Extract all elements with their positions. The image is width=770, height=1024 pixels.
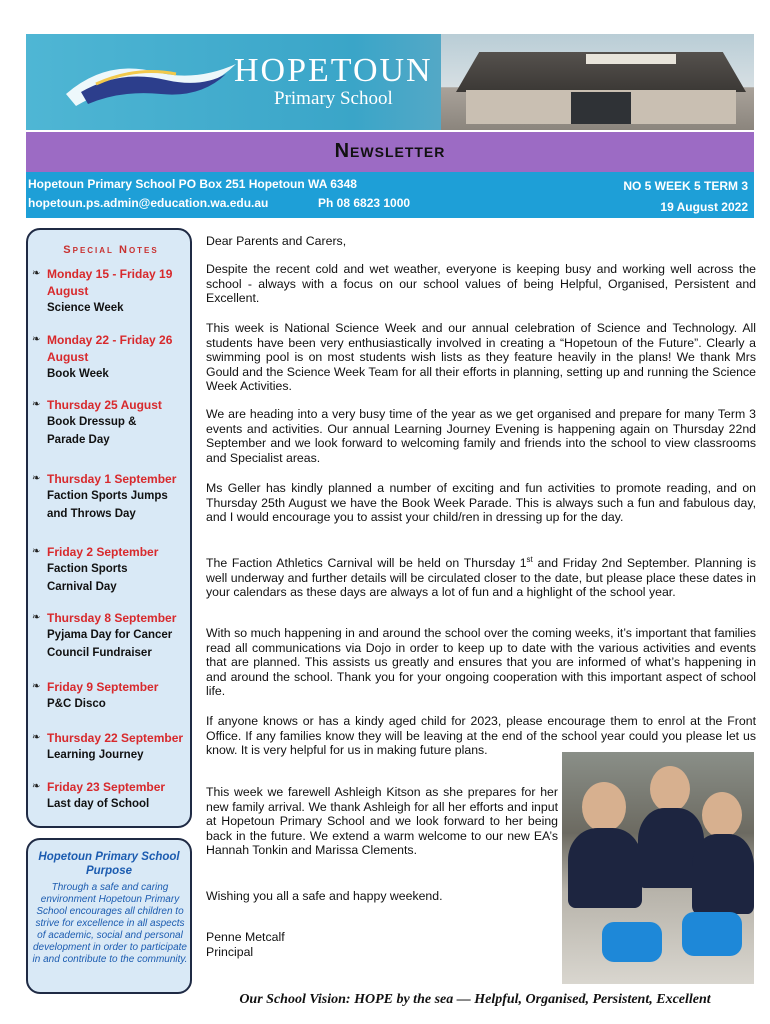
signature-role: Principal [206, 945, 254, 959]
school-banner [26, 34, 754, 130]
school-logo-wave-icon [66, 54, 236, 114]
school-vision: Our School Vision: HOPE by the sea — Helpful, Organised, Persistent, Excellent [239, 992, 711, 1007]
students-science-photo [562, 752, 754, 984]
paragraph: We are heading into a very busy time of the year as we get organised and prepare for many Term 3 events and activities. Our annual Learning Journey Evening is happening again on Thursday 22nd September and we look forward to welcoming family and friends into the school to view classrooms and Specialist areas. [206, 407, 756, 465]
school-name: HOPETOUN [234, 52, 433, 89]
paragraph: Wishing you all a safe and happy weekend. [206, 889, 443, 903]
school-subtitle: Primary School [274, 88, 393, 109]
arrow-bullet-icon: ❧ [32, 612, 41, 623]
arrow-bullet-icon: ❧ [32, 546, 41, 557]
arrow-bullet-icon: ❧ [32, 732, 41, 743]
paragraph: With so much happening in and around the school over the coming weeks, it’s important that families read all communications via Dojo in order to keep up to date with the various activities and events that are planned. This assists us greatly and ensures that you are informed of what’s happening in and around the school. Thank you for your ongoing cooperation with this important aspect of school life. [206, 626, 756, 699]
contact-info-bar [26, 172, 754, 218]
newsletter-header [26, 132, 754, 172]
paragraph: If anyone knows or has a kindy aged child for 2023, please encourage them to enrol at the Front Office. If any families know they will be leaving at the end of the school year could you please let us know. It is very helpful for us in making future plans. [206, 714, 756, 758]
purpose-body: Through a safe and caring environment Hopetoun Primary School encourages all children to strive for excellence in all aspects of academic, social and personal development in order to participate in and contribute to the community. [32, 882, 188, 965]
purpose-title: Hopetoun Primary School Purpose [38, 851, 180, 877]
arrow-bullet-icon: ❧ [32, 399, 41, 410]
newsletter-title: Newsletter [334, 140, 446, 162]
arrow-bullet-icon: ❧ [32, 473, 41, 484]
letter-greeting: Dear Parents and Carers, [206, 234, 347, 248]
issue-number: NO 5 WEEK 5 TERM 3 [623, 179, 748, 193]
special-notes-heading: Special Notes [63, 244, 159, 256]
issue-date: 19 August 2022 [660, 200, 748, 214]
paragraph: This week is National Science Week and our annual celebration of Science and Technology. All students have been very enthusiastically involved in creating a “Hopetoun of the Future”. Clearly a swimming pool is on most students wish lists as they feature heavily in the plans! We thank Mrs Gould and the Science Week Team for all their efforts in planning, setting up and running the Science Week Activities. [206, 321, 756, 394]
paragraph: Ms Geller has kindly planned a number of exciting and fun activities to promote reading, and on Thursday 25th August we have the Book Week Parade. This is always such a fun and fabulous day, and I would encourage you to assist your child/ren in dressing up for the day. [206, 481, 756, 525]
arrow-bullet-icon: ❧ [32, 334, 41, 345]
special-notes-panel: Special Notes ❧ Monday 15 - Friday 19 August Science Week ❧ Monday 22 - Friday 26 August Book Week ❧ Thursday 25 August Book Dressup & Parade Day ❧ Thursday 1 September Faction Sports Jumps and Throws Day ❧ Friday 2 September Faction Sports Carnival Day ❧ Thursday 8 September Pyjama Day for Cancer Council Fundraiser ❧ Friday 9 September P&C Disco ❧ Thursday 22 September Learning Journey ❧ Friday 23 September Last day of School [26, 228, 192, 828]
school-purpose-panel [26, 838, 192, 994]
arrow-bullet-icon: ❧ [32, 268, 41, 279]
paragraph: The Faction Athletics Carnival will be held on Thursday 1st and Friday 2nd September. Planning is well underway and further details will be circulated closer to the date, but please place these dates in your calendars as these days are always a lot of fun and a highlight of the school year. [206, 555, 756, 600]
signature-name: Penne Metcalf [206, 930, 285, 944]
school-email: hopetoun.ps.admin@education.wa.edu.au [28, 196, 269, 210]
arrow-bullet-icon: ❧ [32, 681, 41, 692]
arrow-bullet-icon: ❧ [32, 781, 41, 792]
paragraph: Despite the recent cold and wet weather, everyone is keeping busy and working well across the school - always with a focus on our school values of being Helpful, Organised, Persistent and Excellent. [206, 262, 756, 306]
school-address: Hopetoun Primary School PO Box 251 Hopetoun WA 6348 [28, 177, 357, 191]
paragraph: This week we farewell Ashleigh Kitson as she prepares for her new family arrival. We thank Ashleigh for all her efforts and input at Hopetoun Primary School and we look forward to her being back in the future. We extend a warm welcome to our new EA’s Hannah Tonkin and Marissa Clements. [206, 785, 558, 858]
school-phone: Ph 08 6823 1000 [318, 196, 411, 210]
